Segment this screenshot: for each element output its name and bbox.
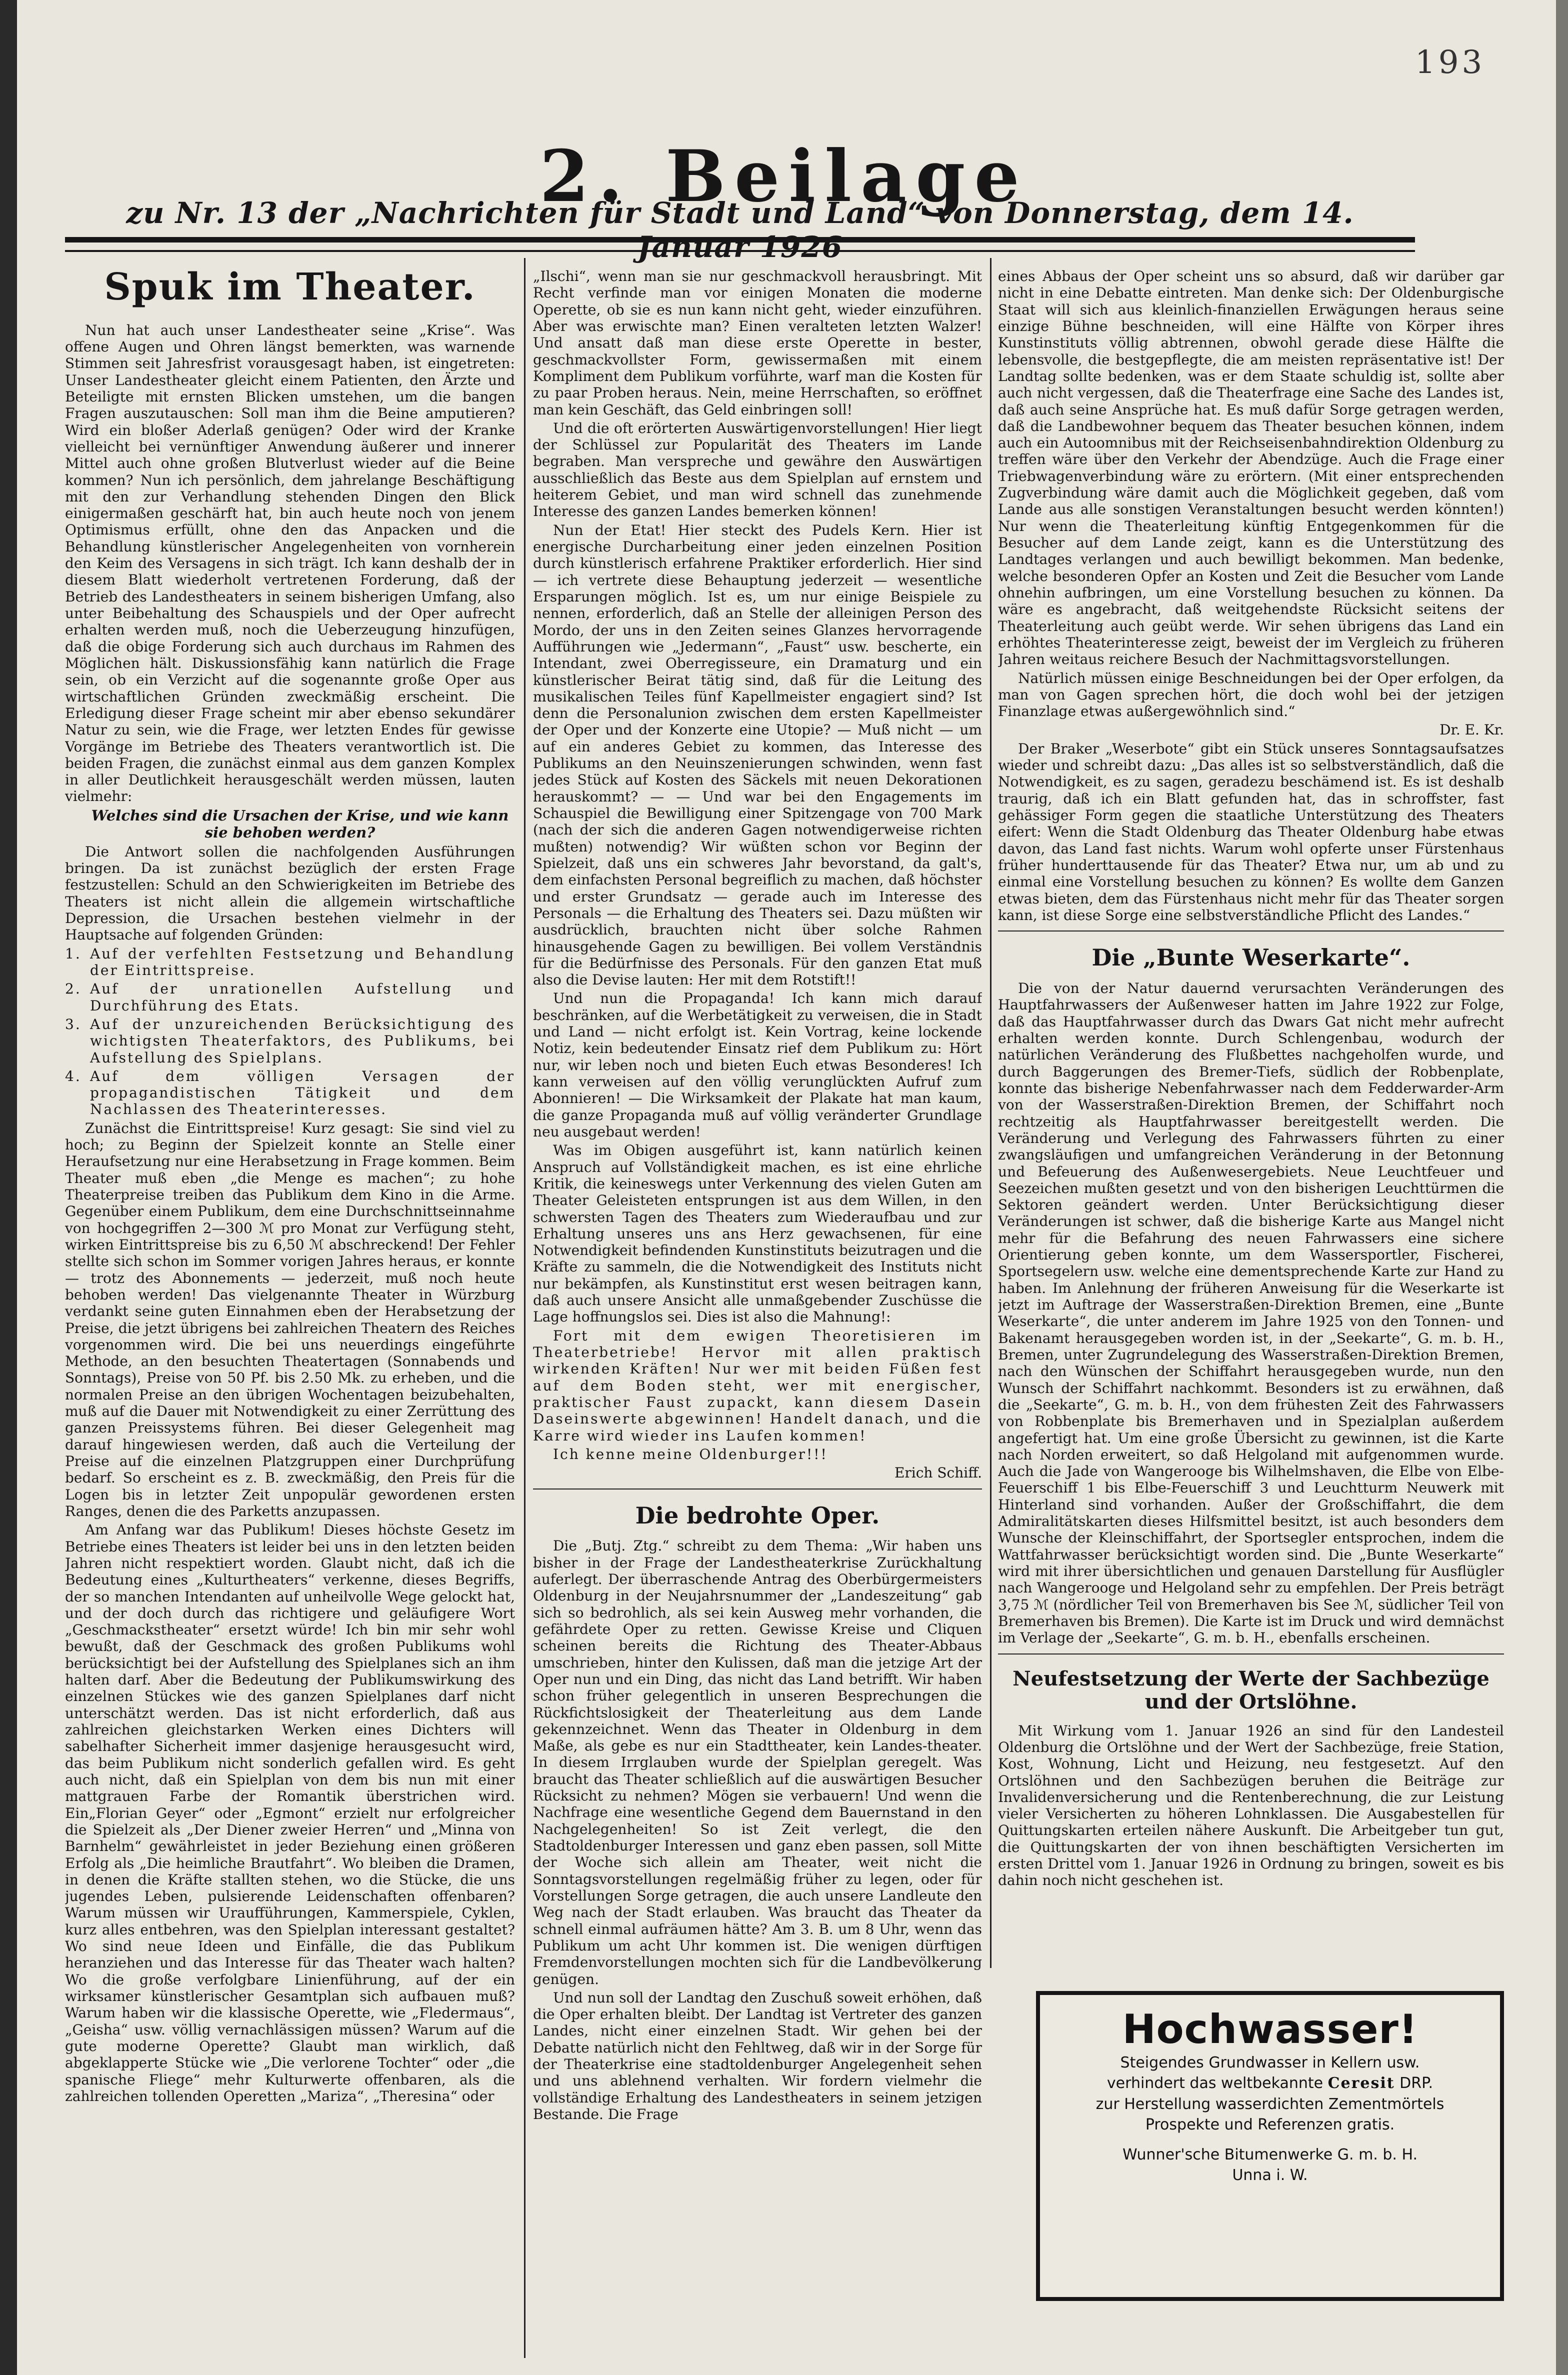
page-number: 193 bbox=[1415, 44, 1486, 81]
scan-edge-right bbox=[1556, 0, 1568, 2375]
article-title-spuk: Spuk im Theater. bbox=[104, 268, 476, 308]
paragraph: Nun hat auch unser Landestheater seine „Krise“. Was offene Augen und Ohren längst bemerkten, was warnende Stimmen seit Jahresfrist vorausgesagt haben, ist eingetreten: Unser Landestheater gleicht einem Patienten, den Ärzte und Beteiligte mit ernsten Blicken umstehen, um die bangen Fragen auszutauschen: Soll man ihm die Beine amputieren? Wird ein bloßer Aderlaß genügen? Oder wird der Kranke vielleicht bei vernünftiger Anwendung äußerer und innerer Mittel auch ohne großen Blutverlust wieder auf die Beine kommen? Nun ich persönlich, dem jahrelange Beschäftigung mit den zur Verhandlung stehenden Dingen den Blick einigermaßen geschärft hat, bin auch heute noch von jenem Optimismus erfüllt, ohne den das Anpacken und die Behandlung künstlerischer Angelegenheiten von vornherein den Keim des Versagens in sich trägt. Ich kann deshalb der in diesem Blatt wiederholt vertretenen Forderung, daß der Betrieb des Landestheaters in seinem bisherigen Umfang, also unter Beibehaltung des Schauspiels und der Oper aufrecht erhalten werden muß, noch die Ueberzeugung hinzufügen, daß die obige Forderung sich auch durchaus im Rahmen des Möglichen hält. Diskussionsfähig kann natürlich die Frage sein, ob ein Verzicht auf die sogenannte große Oper aus wirtschaftlichen Gründen zweckmäßig erscheint. Die Erledigung dieser Frage scheint mir aber ebenso sekundärer Natur zu sein, wie die Frage, wer letzten Endes für gewisse Vorgänge im Betriebe des Theaters verantwortlich ist. Die beiden Fragen, die zunächst einmal aus dem ganzen Komplex in aller Deutlichkeit herausgeschält werden müssen, lauten vielmehr: bbox=[65, 322, 515, 805]
ad-brand: Ceresit bbox=[1328, 2074, 1395, 2092]
paragraph: Die Antwort sollen die nachfolgenden Ausführungen bringen. Da ist zunächst bezüglich der ersten Frage festzustellen: Schuld an den Schwierigkeiten im Betriebe des Theaters ist nicht allein die allgemein wirtschaftliche Depression, die Ursachen bestehen vielmehr in der Hauptsache auf folgenden Gründen: bbox=[65, 843, 515, 944]
column-3 bbox=[998, 268, 1504, 1978]
ad-line: verhindert das weltbekannte Ceresit DRP. bbox=[1106, 2074, 1434, 2092]
reasons-list bbox=[65, 946, 515, 1118]
paragraph: Und nun soll der Landtag den Zuschuß soweit erhöhen, daß die Oper erhalten bleibt. Der Landtag ist Vertreter des ganzen Landes, nicht einer einzelnen Stadt. Wir gehen bei der Debatte natürlich nicht den Fehltweg, daß wir in der Sorge für der Theaterkrise eine stadtoldenburger Angelegenheit sehen und uns ablehnend verhalten. Wir fordern vielmehr die vollständige Erhaltung des Landestheaters in seinem jetzigen Bestande. Die Frage bbox=[533, 1989, 982, 2123]
paragraph: Und die oft erörterten Auswärtigenvorstellungen! Hier liegt der Schlüssel zur Popularität des Theaters im Lande begraben. Man verspreche und gewähre den Auswärtigen ausschließlich das Beste aus dem Spielplan auf ernstem und heiterem Gebiet, und man wird schnell das zunehmende Interesse des ganzen Landes bemerken können! bbox=[533, 420, 982, 520]
ad-company: Wunner'sche Bitumenwerke G. m. b. H. bbox=[1122, 2146, 1418, 2164]
paragraph: „Ilschi“, wenn man sie nur geschmackvoll herausbringt. Mit Recht verfinde man vor einigen Monaten die moderne Operette, ob sie es nun kann nicht geht, wieder einzuführen. Aber was erwischte man? Einen veralteten letzten Walzer! Und ansatt daß man diese erste Operette in bester, geschmackvollster Form, gewissermaßen mit einem Kompliment dem Publikum vorführte, warf man die Kosten für zu paar Proben heraus. Nein, meine Herrschaften, so eröffnet man kein Geschäft, das Geld einbringen soll! bbox=[533, 268, 982, 418]
paragraph: Mit Wirkung vom 1. Januar 1926 an sind für den Landesteil Oldenburg die Ortslöhne und der Wert der Sachbezüge, freie Station, Kost, Wohnung, Licht und Heizung, neu festgesetzt. Auf den Ortslöhnen und den Sachbezügen beruhen die Beiträge zur Invalidenversicherung und die Rentenberechnung, die zur Leistung vieler Versicherten zu höheren Lohnklassen. Die Ausgabestellen für Quittungskarten erteilen nähere Auskunft. Die Arbeitgeber tun gut, die Quittungskarten der von ihnen beschäftigten Versicherten im ersten Drittel vom 1. Januar 1926 in Ordnung zu bringen, soweit es bis dahin noch nicht geschehen ist. bbox=[998, 1722, 1504, 1889]
question-heading: Welches sind die Ursachen der Krise, und wie kann sie behoben werden? bbox=[91, 806, 509, 842]
list-item: 1. Auf der verfehlten Festsetzung und Behandlung der Eintrittspreise. bbox=[65, 945, 515, 978]
header-rule-thick bbox=[65, 237, 1415, 242]
ad-company-city: Unna i. W. bbox=[1232, 2166, 1308, 2184]
author-signature: Erich Schiff. bbox=[894, 1464, 982, 1482]
ad-headline: Hochwasser! bbox=[1122, 2006, 1418, 2052]
ad-line: zur Herstellung wasserdichten Zementmörtels bbox=[1096, 2095, 1444, 2113]
article-title-sachbezuege: Neufestsetzung der Werte der Sachbezüge und der Ortslöhne. bbox=[1012, 1666, 1490, 1714]
scan-edge-left bbox=[0, 0, 17, 2375]
list-item: 3. Auf der unzureichenden Berücksichtigung des wichtigsten Theaterfaktors, des Publikums, bei Aufstellung des Spielplans. bbox=[65, 1016, 515, 1066]
article-title-oper: Die bedrohte Oper. bbox=[635, 1502, 880, 1529]
paragraph: Fort mit dem ewigen Theoretisieren im Theaterbetriebe! Hervor mit allen praktisch wirkenden Kräften! Nur wer mit beiden Füßen fest auf dem Boden steht, wer mit energischer, praktischer Faust zupackt, kann diesem Dasein Daseinswerte abgewinnen! Handelt danach, und die Karre wird wieder ins Laufen kommen! bbox=[533, 1327, 982, 1444]
header-rule-thin bbox=[65, 250, 1415, 252]
ad-line: Steigendes Grundwasser in Kellern usw. bbox=[1120, 2054, 1420, 2072]
list-item: 2. Auf der unrationellen Aufstellung und Durchführung des Etats. bbox=[65, 980, 515, 1014]
paragraph: Am Anfang war das Publikum! Dieses höchste Gesetz im Betriebe eines Theaters ist leider bei uns in den letzten beiden Jahren nicht respektiert worden. Glaubt nicht, daß ich die Bedeutung eines „Kulturtheaters“ verkenne, dieses Begriffs, der so manchen Intendanten auf unheilvolle Wege gelockt hat, und der doch durch das richtigere und geläufigere Wort „Geschmackstheater“ ersetzt würde! Ich bin mir sehr wohl bewußt, daß der Geschmack des großen Publikums wohl berücksichtigt bei der Aufstellung des Spielplanes sich an ihm halten darf. Aber die Bedeutung der Publikumswirkung des einzelnen Stückes wie des ganzen Spielplanes darf nicht unterschätzt werden. Das ist nicht erforderlich, daß aus zahlreichen gleichstarken Werken eines Dichters will sabelhafter Sicherheit immer dasjenige herausgesucht wird, das beim Publikum nicht sonderlich gefallen wird. Es geht auch nicht, daß ein Spielplan von dem bis nun mit einer mattgrauen Farbe der Romantik überstrichen wird. Ein„Florian Geyer“ oder „Egmont“ erzielt nur erfolgreicher die Spielzeit als „Der Diener zweier Herren“ und „Minna von Barnhelm“ gewährleistet in jeder Beziehung einen größeren Erfolg als „Die heimliche Brautfahrt“. Wo bleiben die Dramen, in denen die Kräfte stallten stehen, wo die Stücke, die uns jugendes Leben, pulsierende Leidenschaften offenbaren? Warum müssen wir Uraufführungen, Kammerspiele, Cyklen, kurz alles entbehren, was den Spielplan interessant gestaltet? Wo sind neue Ideen und Einfälle, die das Publikum heranziehen und das Interesse für das Theater wach halten? Wo die große verfolgbare Linienführung, auf der ein wirksamer künstlerischer Gesamtplan sich aufbauen muß? Warum haben wir die klassische Operette, wie „Fledermaus“, „Geisha“ usw. völlig vernachlässigen müssen? Warum auf die gute moderne Operette? Glaubt man wirklich, daß abgeklapperte Stücke wie „Die verlorene Tochter“ oder „die spanische Fliege“ mehr Kulturwerte offenbaren, als die zahlreichen tollenden Operetten „Mariza“, „Theresina“ oder bbox=[65, 1522, 515, 2104]
article-divider bbox=[998, 930, 1504, 932]
paragraph: Die von der Natur dauernd verursachten Veränderungen des Hauptfahrwassers der Außenweser hatten im Jahre 1922 zur Folge, daß das Hauptfahrwasser durch das Dwars Gat nicht mehr aufrecht erhalten werden konnte. Durch Schlengenbau, wodurch der natürlichen Veränderung des Flußbettes nachgeholfen wurde, und durch Baggerungen des Bremer-Tiefs, südlich der Robbenplate, konnte das bisherige Nebenfahrwasser nach dem Fedderwarder-Arm von der Wasserstraßen-Direktion Bremen, der Schiffahrt noch rechtzeitig als Hauptfahrwasser bereitgestellt werden. Die Veränderung und Verlegung des Fahrwassers führten zu einer zwangsläufigen und umfangreichen Veränderung in der Betonnung und Befeuerung des Außenwesergebiets. Neue Leuchtfeuer und Seezeichen mußten gesetzt und von den bisherigen Leuchttürmen die Sektoren geändert werden. Unter Berücksichtigung dieser Veränderungen ist schwer, daß die bisherige Karte aus Mangel nicht mehr für die Befahrung des neuen Fahrwassers eine sichere Orientierung geben konnte, um dem Wassersportler, Fischerei, Sportsegelern usw. welche eine dementsprechende Karte zur Hand zu haben. Im Anlehnung der früheren Anweisung für die Weserkarte ist jetzt im Auftrage der Wasserstraßen-Direktion Bremen, eine „Bunte Weserkarte“, die unter anderem im Jahre 1925 von den Tonnen- und Bakenamt herausgegeben worden ist, in der „Seekarte“, G. m. b. H., Bremen, unter Zugrundelegung des Wasserstraßen-Direktion Bremen, nach den Wünschen der Schiffahrt herausgegeben wurde, nun den Wunsch der Schiffahrt nachkommt. Besonders ist zu erwähnen, daß die „Seekarte“, G. m. b. H., von dem frühesten Zeit des Fahrwassers von Robbenplate bis Bremerhaven und in Spezialplan außerdem angefertigt hat. Um eine große Übersicht zu gewinnen, ist die Karte nach Norden erweitert, so daß Helgoland mit aufgenommen wurde. Auch die Jade von Wangerooge bis Wilhelmshaven, die Elbe von Elbe-Feuerschiff 1 bis Elbe-Feuerschiff 3 und Leuchtturm Neuwerk mit Hinterland sind vorhanden. Außer der Großschiffahrt, die dem Admiralitätskarten dieses Hilfsmittel besitzt, ist auch besonders dem Wunsche der Kleinschiffahrt, der Sportsegler entsprochen, indem die Wattfahrwasser berücksichtigt worden sind. Die „Bunte Weserkarte“ wird mit ihrer übersichtlichen und genauen Darstellung für Ausflügler nach Wangerooge und Helgoland sehr zu empfehlen. Der Preis beträgt 3,75 ℳ (nördlicher Teil von Bremerhaven bis See ℳ, südlicher Teil von Bremerhaven bis Bremen). Die Karte ist im Druck und wird demnächst im Verlage der „Seekarte“, G. m. b. H., ebenfalls erscheinen. bbox=[998, 980, 1504, 1646]
paragraph: Der Braker „Weserbote“ gibt ein Stück unseres Sonntagsaufsatzes wieder und schreibt dazu: „Das alles ist so selbstverständlich, daß die Notwendigkeit, es zu sagen, geradezu beschämend ist. Es ist deshalb traurig, daß ich ein Blatt gefunden hat, das in schroffster, fast gehässiger Form gegen die staatliche Unterstützung des Theaters eifert: Wenn die Stadt Oldenburg das Theater Oldenburg habe etwas davon, das Land fast nichts. Warum wohl opferte unser Fürstenhaus früher hunderttausende für das Theater? Etwa nur, um ab und zu einmal eine Vorstellung besuchen zu können? Es wollte dem Ganzen etwas bieten, dem das Fürstenhaus nicht mehr für das Theater sorgen kann, ist diese Sorge eine selbstverständliche Pflicht des Landes.“ bbox=[998, 740, 1504, 924]
article-title-weserkarte: Die „Bunte Weserkarte“. bbox=[1092, 944, 1410, 972]
issue-subtitle: zu Nr. 13 der „Nachrichten für Stadt und Land“ von Donnerstag, dem 14. Januar 1926 bbox=[126, 196, 1354, 264]
paragraph: Was im Obigen ausgeführt ist, kann natürlich keinen Anspruch auf Vollständigkeit machen, es ist eine ehrliche Kritik, die keineswegs unter Verkennung des vielen Guten am Theater Geleisteten entsprungen ist aus dem Willen, in den schwersten Tagen des Theaters zum Wiederaufbau und zur Erhaltung unseres uns ans Herz gewachsenen, für eine Notwendigkeit befindenden Kunstinstituts beizutragen und die Kräfte zu sammeln, die die Notwendigkeit des Instituts nicht nur bekämpfen, als Kunstinstitut erst wesen beitragen kann, daß auch unsere Ansicht alle unmaßgebender Zuschüsse die Lage hoffnungslos sei. Dies ist also die Mahnung!: bbox=[533, 1142, 982, 1326]
ad-line: Prospekte und Referenzen gratis. bbox=[1145, 2116, 1395, 2134]
paragraph: Nun der Etat! Hier steckt des Pudels Kern. Hier ist energische Durcharbeitung einer jeden einzelnen Position durch künstlerisch erfahrene Praktiker erforderlich. Hier sind — ich vertrete diese Behauptung jederzeit — wesentliche Ersparungen möglich. Ist es, um nur einige Beispiele zu nennen, erforderlich, daß an Stelle der alleinigen Person des Mordo, der uns in den Zeiten seines Glanzes hervorragende Aufführungen wie „Jedermann“, „Faust“ usw. bescherte, ein Intendant, zwei Oberregisseure, ein Dramaturg und ein künstlerischer Beirat tätig sind, daß für die Leitung des musikalischen Teiles fünf Kapellmeister engagiert sind? Ist denn die Personalunion zwischen dem ersten Kapellmeister der Oper und der Konzerte eine Utopie? — Muß nicht — um auf ein anderes Gebiet zu kommen, das Interesse des Publikums an den Neuinszenierungen schwinden, wenn fast jedes Stück auf Kosten des Säckels mit neuen Dekorationen herauskommt? — — Und war bei den Engagements im Schauspiel die Bewilligung einer Spitzengage von 700 Mark (nach der sich die anderen Gagen notwendigerweise richten mußten) notwendig? Wir wüßten schon vor Beginn der Spielzeit, daß uns ein schweres Jahr bevorstand, da galt's, dem einfachsten Personal begreiflich zu machen, daß höchster und erster Grundsatz — gerade auch im Interesse des Personals — die Erhaltung des Theaters sei. Dazu müßten wir ausdrücklich, brauchten nicht über solche Rahmen hinausgehende Gagen zu bewilligen. Bei vollem Verständnis für die Bedürfnisse des Personals. Für den ganzen Etat muß also die Devise lauten: Her mit dem Rotstift!! bbox=[533, 522, 982, 988]
column-divider-1 bbox=[524, 258, 526, 2358]
column-2 bbox=[533, 268, 982, 2368]
author-signature: Dr. E. Kr. bbox=[1440, 722, 1504, 738]
list-item: 4. Auf dem völligen Versagen der propagandistischen Tätigkeit und dem Nachlassen des Theaterinteresses. bbox=[65, 1068, 515, 1118]
supplement-title: 2. Beilage bbox=[540, 135, 1028, 218]
paragraph: eines Abbaus der Oper scheint uns so absurd, daß wir darüber gar nicht in eine Debatte eintreten. Man denke sich: Der Oldenburgische Staat will sich aus kleinlich-finanziellen Erwägungen heraus seine einzige Bühne beschneiden, will eine Hälfte von Körper ihres Kunstinstituts völlig abtrennen, obwohl gerade diese Hälfte die lebensvolle, die bestgepflegte, die am meisten repräsentative ist! Der Landtag sollte bedenken, was er dem Staate schuldig ist, sollte aber auch nicht vergessen, daß die Theaterfrage eine Sache des Landes ist, daß auch seine Ansprüche hat. Es muß dafür Sorge getragen werden, daß die Landbewohner bequem das Theater besuchen können, indem auch ein Autoomnibus mit der Reichseisenbahndirektion Oldenburg zu treffen wäre über den Verkehr der Abendzüge. Auch die Frage einer Triebwagenverbindung wäre zu erörtern. (Mit einer entsprechenden Zugverbindung wäre damit auch die Möglichkeit gegeben, daß vom Lande aus alle sonstigen Veranstaltungen besucht werden könnten!) Nur wenn die Theaterleitung künftig Entgegenkommen für die Besucher auf dem Lande zeigt, kann es die Unterstützung des Landtages verlangen und auch bewilligt bekommen. Man bedenke, welche besonderen Opfer an Kosten und Zeit die Besucher vom Lande ohnehin aufbringen, um eine Vorstellung besuchen zu können. Da wäre es angebracht, daß weitgehendste Rücksicht seitens der Theaterleitung auch geübt werde. Wir sehen übrigens das Land ein erhöhtes Theaterinteresse zeigt, beweist der im Vergleich zu früheren Jahren weitaus reichere Besuch der Nachmittagsvorstellungen. bbox=[998, 268, 1504, 668]
column-divider-2 bbox=[990, 258, 992, 1968]
article-divider bbox=[533, 1488, 982, 1490]
column-1 bbox=[65, 268, 515, 2368]
paragraph: Natürlich müssen einige Beschneidungen bei der Oper erfolgen, da man von Gagen sprechen hört, die doch wohl bei der jetzigen Finanzlage etwas außergewöhnlich sind.“ bbox=[998, 670, 1504, 720]
advertisement-hochwasser bbox=[1036, 1991, 1504, 2301]
paragraph: Die „Butj. Ztg.“ schreibt zu dem Thema: „Wir haben uns bisher in der Frage der Landestheaterkrise Zurückhaltung auferlegt. Der überraschende Antrag des Oberbürgermeisters Oldenburg in der Neujahrsnummer der „Landeszeitung“ gab sich so bedrohlich, als sei kein Ausweg mehr vorhanden, die gefährdete Oper zu retten. Gewisse Kreise und Cliquen scheinen bereits die Richtung des Theater-Abbaus umschrieben, hinter den Kulissen, daß man die jetzige Art der Oper nun und ein Ding, das nicht das Land betrifft. Wir haben schon früher gelegentlich in unseren Besprechungen die Rückfichtslosigkeit der Theaterleitung aus dem Lande gekennzeichnet. Wenn das Theater in Oldenburg in dem Maße, als gebe es nur ein Stadttheater, kein Landes-theater. In diesem Irrglauben wurde der Spielplan geregelt. Was braucht das Theater schließlich auf die auswärtigen Besucher Rücksicht zu nehmen? Mögen sie verbauern! Und wenn die Nachfrage eine wesentliche Gegend dem Bauernstand in den Nachgelegenheiten! So ist Zeit verlegt, die den Stadtoldenburger Interessen und ganz eben passen, soll Mitte der Woche sich allein am Theater, weit nicht die Sonntagsvorstellungen regelmäßig früher zu legen, oder für Vorstellungen Sorge getragen, die auch unsere Landleute den Weg nach der Stadt erlauben. Was braucht das Theater da schnell einmal aufräumen hätte? Am 3. B. um 8 Uhr, wenn das Publikum um acht Uhr kommen ist. Die wenigen dürftigen Fremdenvorstellungen mochten sich für die Landbevölkerung genügen. bbox=[533, 1538, 982, 1988]
paragraph: Zunächst die Eintrittspreise! Kurz gesagt: Sie sind viel zu hoch; zu Beginn der Spielzeit konnte an Stelle einer Heraufsetzung nur eine Herabsetzung in Frage kommen. Beim Theater muß eben „die Menge es machen“; zu hohe Theaterpreise treiben das Publikum dem Kino in die Arme. Gegenüber einem Publikum, dem eine Durchschnittseinnahme von hochgegriffen 2—300 ℳ pro Monat zur Verfügung steht, wirken Eintrittspreise bis zu 6,50 ℳ abschreckend! Der Fehler stellte sich schon im Sommer vorigen Jahres heraus, er konnte — trotz des Abonnements — jederzeit, muß noch heute behoben werden! Das vielgenannte Theater in Würzburg verdankt seine guten Einnahmen eben der Herabsetzung der Preise, die jetzt übrigens bei zahlreichen Theatern des Reiches vorgenommen wird. Die bei uns neuerdings eingeführte Methode, an den besuchten Theatertagen (Sonnabends und Sonntags), Preise von 50 Pf. bis 2.50 Mk. zu erheben, und die normalen Preise an den übrigen Wochentagen beizubehalten, muß auf die Dauer mit Notwendigkeit zu einer Zerrüttung des ganzen Preissystems führen. Bei dieser Gelegenheit mag darauf hingewiesen werden, daß auch die Verteilung der Preise auf die einzelnen Platzgruppen einer Durchprüfung bedarf. So erscheint es z. B. zweckmäßig, den Preis für die Logen bis in letzter Zeit unpopulär gewordenen ersten Ranges, denen die des Parketts anzupassen. bbox=[65, 1120, 515, 1520]
paragraph: Ich kenne meine Oldenburger!!! bbox=[553, 1446, 828, 1462]
paragraph: Und nun die Propaganda! Ich kann mich darauf beschränken, auf die Werbetätigkeit zu verweisen, die in Stadt und Land — nicht erfolgt ist. Kein Vortrag, keine lockende Notiz, kein bedeutender Einsatz rief dem Publikum zu: Hört nur, wir leben noch und bieten Euch etwas Besonderes! Ich kann verweisen auf den völlig verunglückten Aufruf zum Abonnieren! — Die Wirksamkeit der Plakate hat man kaum, die ganze Propaganda muß auf völlig veränderter Grundlage neu ausgebaut werden! bbox=[533, 990, 982, 1140]
